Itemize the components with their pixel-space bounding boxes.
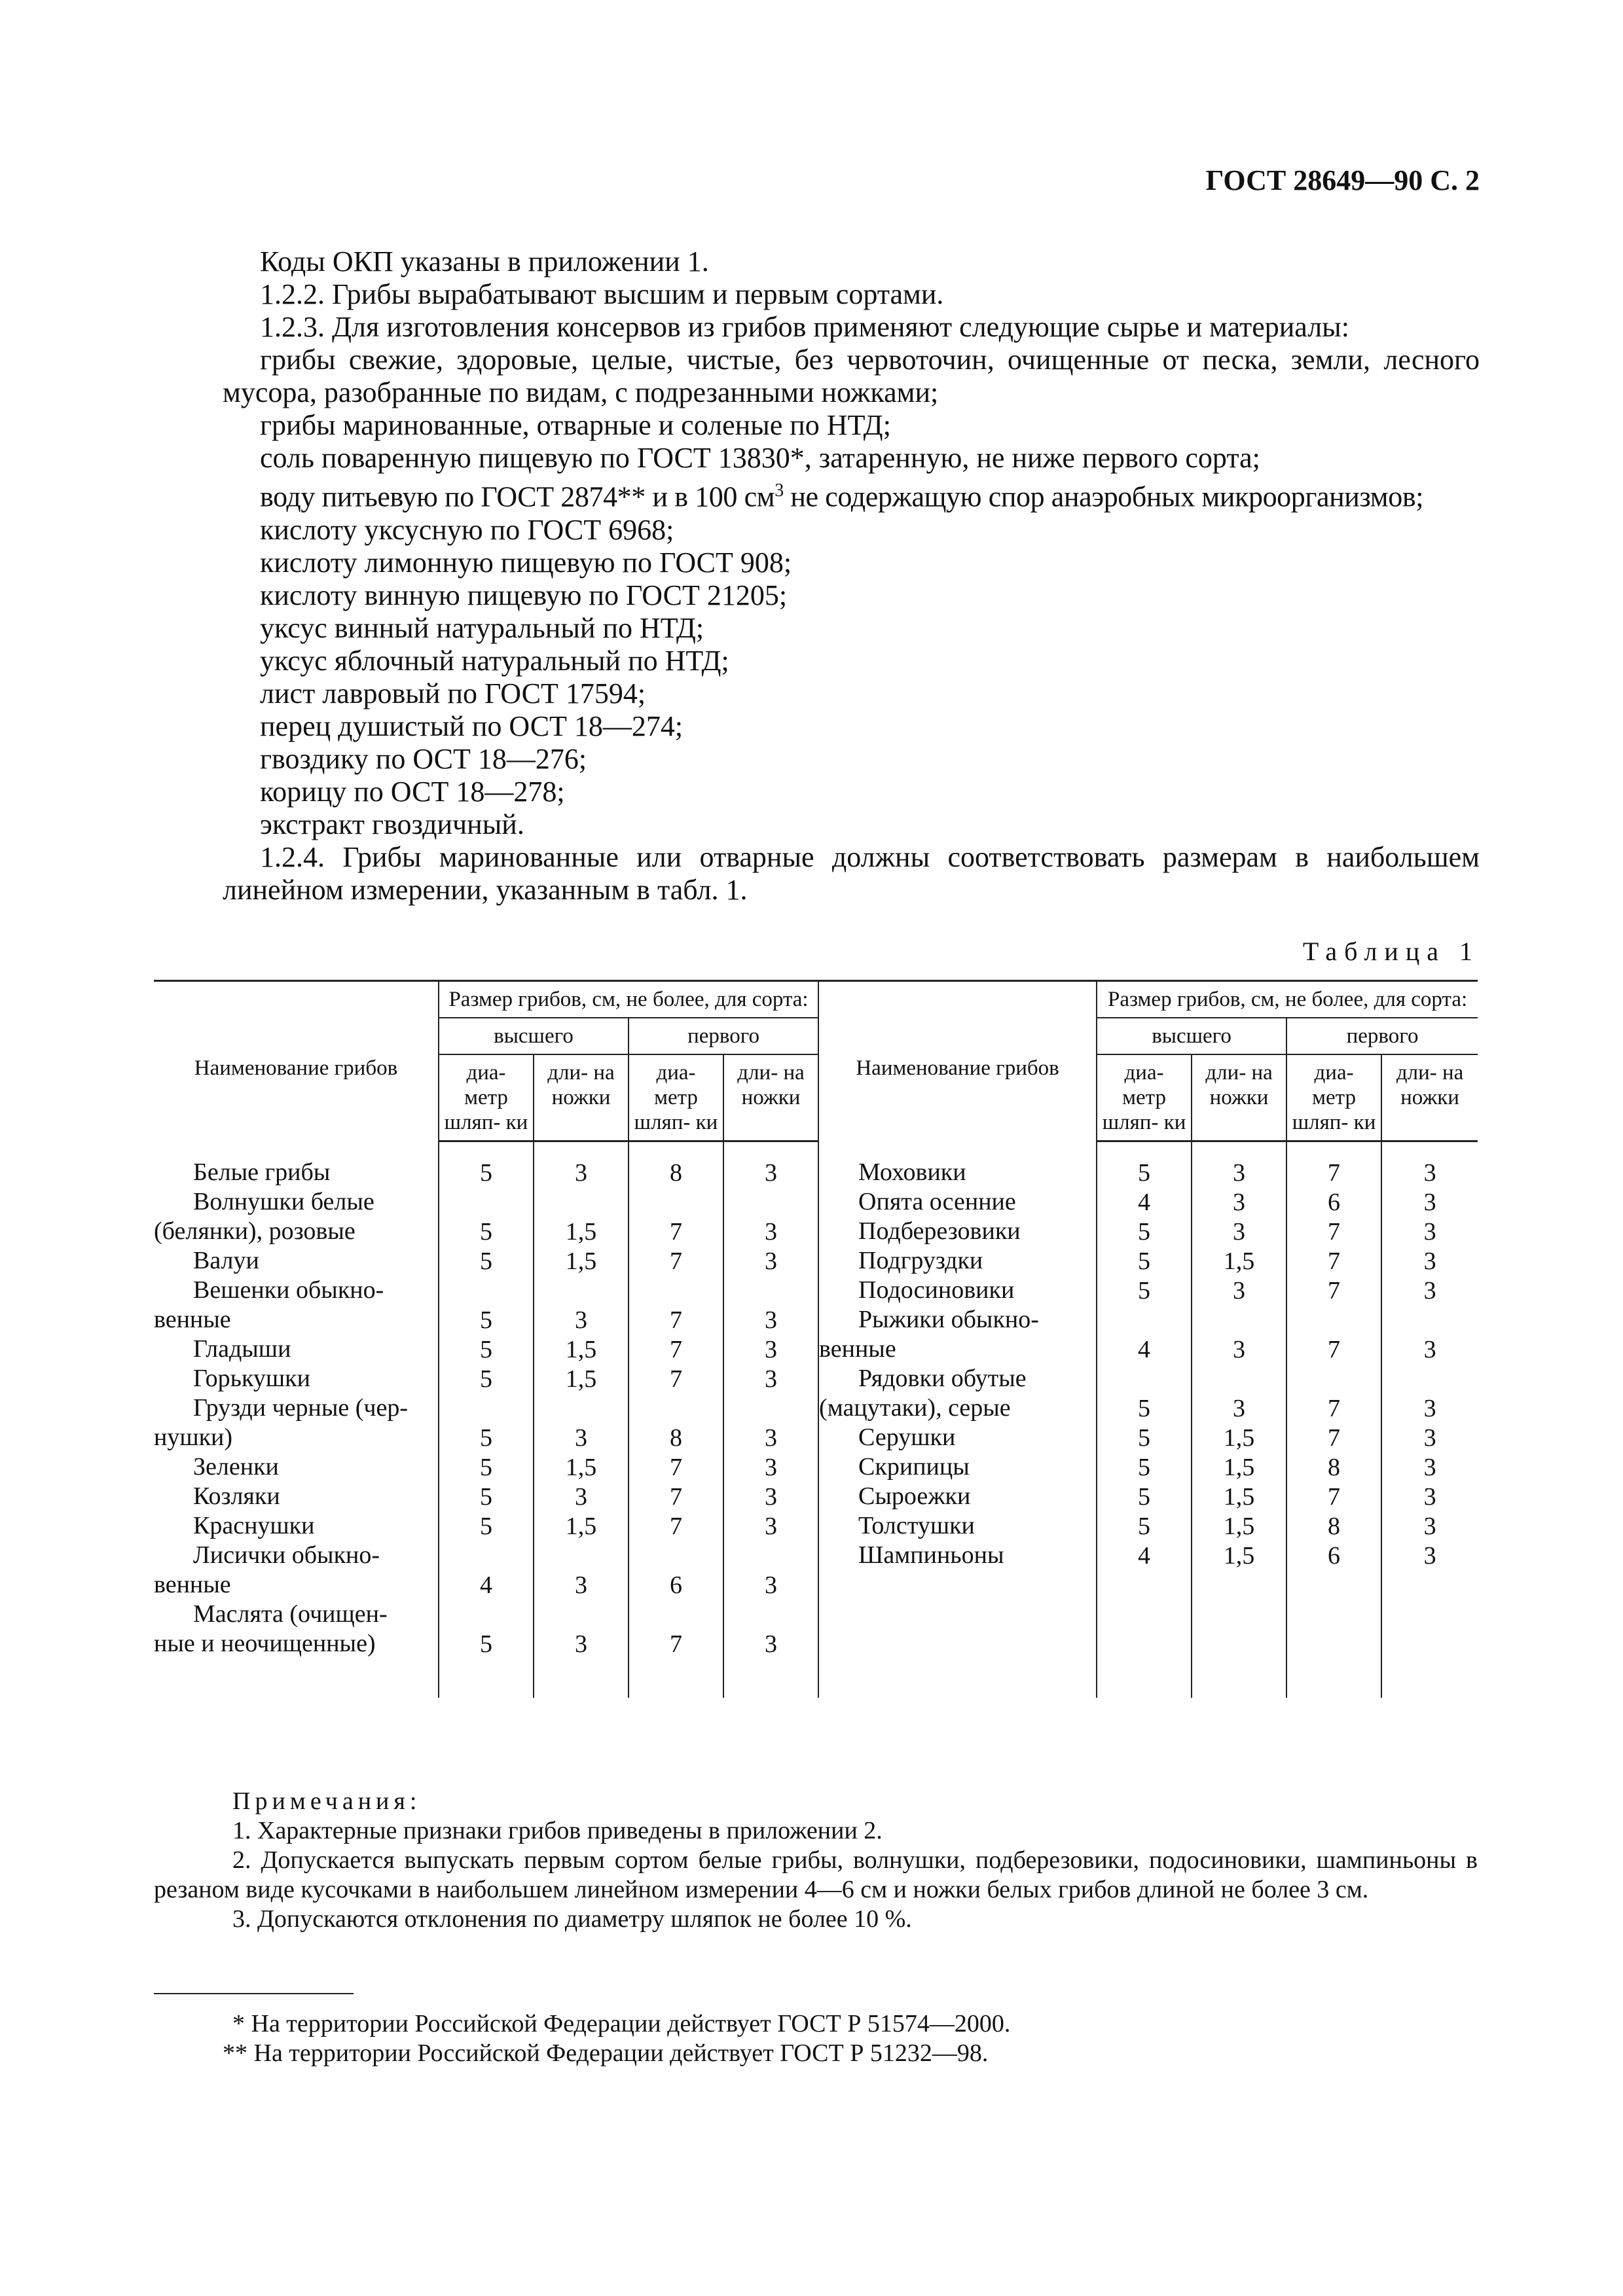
mushroom-name: Краснушки xyxy=(193,1511,315,1539)
size-value: 3 xyxy=(1423,1277,1436,1304)
size-value: 3 xyxy=(1233,1189,1246,1216)
size-value: 3 xyxy=(1423,1483,1436,1511)
size-value: 5 xyxy=(480,1218,492,1246)
footnote: * На территории Российской Федерации действует ГОСТ Р 51574—2000. xyxy=(232,2010,1011,2037)
size-value: 8 xyxy=(670,1424,682,1452)
mushroom-name: Подберезовики xyxy=(858,1217,1021,1245)
mushroom-name: Опята осенние xyxy=(858,1187,1016,1215)
size-value: 7 xyxy=(670,1218,682,1246)
size-value: 5 xyxy=(1138,1395,1151,1422)
header-name-left: Наименование грибов xyxy=(154,981,439,1141)
size-value: 3 xyxy=(1423,1189,1436,1216)
size-value: 3 xyxy=(1233,1277,1246,1304)
size-value: 5 xyxy=(1138,1218,1151,1246)
size-value: 5 xyxy=(1138,1513,1151,1540)
paragraph: уксус яблочный натуральный по НТД; xyxy=(260,644,729,677)
size-value: 1,5 xyxy=(565,1218,597,1246)
paragraph: соль поваренную пищевую по ГОСТ 13830*, затаренную, не ниже первого сорта; xyxy=(260,442,1260,474)
mushroom-name: Скрипицы xyxy=(858,1452,970,1480)
mushroom-size-table xyxy=(154,980,1478,1698)
right-col-highest-diameter xyxy=(1097,1141,1192,1698)
size-value: 3 xyxy=(765,1306,778,1334)
paragraph: лист лавровый по ГОСТ 17594; xyxy=(260,677,646,709)
size-value: 7 xyxy=(1328,1159,1341,1187)
size-value: 3 xyxy=(765,1454,778,1481)
size-value: 3 xyxy=(765,1365,778,1393)
size-value: 3 xyxy=(1423,1424,1436,1452)
mushroom-name: Зеленки xyxy=(193,1452,279,1480)
mushroom-name: Серушки xyxy=(858,1423,956,1451)
size-value: 7 xyxy=(1328,1247,1341,1275)
water-text: воду питьевую по ГОСТ 2874** и в 100 см xyxy=(260,480,775,513)
size-value: 5 xyxy=(1138,1277,1151,1304)
size-value: 3 xyxy=(1423,1218,1436,1246)
mushroom-name: Белые грибы xyxy=(193,1158,331,1186)
size-value: 1,5 xyxy=(1223,1247,1255,1275)
size-value: 7 xyxy=(1328,1277,1341,1304)
size-value: 3 xyxy=(575,1571,587,1599)
mushroom-name: Моховики xyxy=(858,1158,966,1186)
size-value: 5 xyxy=(1138,1483,1151,1511)
mushroom-name: венные xyxy=(154,1305,231,1333)
size-value: 7 xyxy=(670,1483,682,1511)
water-text-end: не содержащую спор анаэробных микроорганизмов; xyxy=(783,480,1424,513)
header-diameter: диа- метр шляп- ки xyxy=(1286,1054,1381,1141)
size-value: 3 xyxy=(575,1424,587,1452)
header-name-right: Наименование грибов xyxy=(818,981,1097,1141)
paragraph: уксус винный натуральный по НТД; xyxy=(260,611,704,644)
mushroom-name: Грузди черные (чер- xyxy=(193,1393,409,1422)
size-value: 5 xyxy=(480,1247,492,1275)
header-length: дли- на ножки xyxy=(1381,1054,1478,1141)
size-value: 8 xyxy=(670,1159,682,1187)
size-value: 1,5 xyxy=(1223,1424,1255,1452)
size-value: 1,5 xyxy=(565,1365,597,1393)
paragraph xyxy=(223,475,1480,514)
mushroom-name: венные xyxy=(819,1335,896,1363)
paragraph: 1.2.4. Грибы маринованные или отварные должны соответствовать размерам в наибольшем линейном измерении, указанным в табл. 1. xyxy=(223,840,1480,906)
size-value: 7 xyxy=(670,1365,682,1393)
size-value: 7 xyxy=(1328,1336,1341,1363)
size-value: 1,5 xyxy=(1223,1513,1255,1540)
mushroom-name: (белянки), розовые xyxy=(154,1217,356,1245)
header-length: дли- на ножки xyxy=(1192,1054,1286,1141)
size-value: 5 xyxy=(480,1513,492,1540)
note-item: 2. Допускается выпускать первым сортом белые грибы, волнушки, подберезовики, подосиновики, шампиньоны в резаном виде кусочками в наибольшем линейном измерении 4—6 см и ножки белых грибов длиной не более 3 см. xyxy=(154,1846,1478,1903)
size-value: 3 xyxy=(1423,1513,1436,1540)
size-value: 3 xyxy=(1423,1336,1436,1363)
paragraph: грибы маринованные, отварные и соленые по НТД; xyxy=(260,409,891,441)
header-length: дли- на ножки xyxy=(723,1054,818,1141)
mushroom-name: Рыжики обыкно- xyxy=(858,1305,1039,1333)
header-grade-highest: высшего xyxy=(439,1018,629,1054)
size-value: 5 xyxy=(480,1365,492,1393)
size-value: 3 xyxy=(575,1159,587,1187)
size-value: 3 xyxy=(1233,1336,1246,1363)
left-col-first-diameter xyxy=(629,1141,723,1698)
mushroom-name: Сыроежки xyxy=(858,1482,971,1510)
paragraph: кислоту уксусную по ГОСТ 6968; xyxy=(260,513,674,546)
header-grade-first: первого xyxy=(629,1018,818,1054)
size-value: 6 xyxy=(1328,1542,1341,1570)
size-value: 3 xyxy=(1423,1542,1436,1570)
size-value: 7 xyxy=(1328,1395,1341,1422)
header-diameter: диа- метр шляп- ки xyxy=(1097,1054,1192,1141)
size-value: 3 xyxy=(1423,1395,1436,1422)
paragraph: экстракт гвоздичный. xyxy=(260,808,524,840)
size-value: 8 xyxy=(1328,1454,1341,1481)
size-value: 5 xyxy=(480,1159,492,1187)
note-item: 1. Характерные признаки грибов приведены в приложении 2. xyxy=(232,1817,883,1844)
mushroom-name: Волнушки белые xyxy=(193,1187,374,1215)
right-col-first-length xyxy=(1381,1141,1478,1698)
paragraph: кислоту лимонную пищевую по ГОСТ 908; xyxy=(260,546,792,579)
size-value: 1,5 xyxy=(1223,1483,1255,1511)
page-header: ГОСТ 28649—90 С. 2 xyxy=(1205,164,1480,196)
note-item: 3. Допускаются отклонения по диаметру шляпок не более 10 %. xyxy=(232,1905,912,1933)
header-grade-first: первого xyxy=(1286,1018,1478,1054)
size-value: 4 xyxy=(1138,1336,1151,1363)
size-value: 3 xyxy=(1423,1159,1436,1187)
notes xyxy=(154,1787,1478,1934)
paragraph: корицу по ОСТ 18—278; xyxy=(260,775,565,808)
size-value: 3 xyxy=(765,1247,778,1275)
size-value: 3 xyxy=(765,1424,778,1452)
mushroom-name: Козляки xyxy=(193,1482,280,1510)
mushroom-name: (мацутаки), серые xyxy=(819,1393,1011,1422)
size-value: 7 xyxy=(1328,1218,1341,1246)
size-value: 1,5 xyxy=(565,1454,597,1481)
size-value: 5 xyxy=(1138,1247,1151,1275)
table-caption: Таблица 1 xyxy=(1302,937,1480,966)
size-value: 3 xyxy=(1423,1247,1436,1275)
header-size-right: Размер грибов, см, не более, для сорта: xyxy=(1097,981,1478,1018)
left-names-column xyxy=(154,1141,439,1698)
paragraph: 1.2.3. Для изготовления консервов из грибов применяют следующие сырье и материалы: xyxy=(260,311,1349,343)
header-size-left: Размер грибов, см, не более, для сорта: xyxy=(439,981,818,1018)
size-value: 1,5 xyxy=(565,1513,597,1540)
size-value: 3 xyxy=(765,1630,778,1658)
mushroom-name: Гладыши xyxy=(193,1335,291,1363)
size-value: 3 xyxy=(575,1306,587,1334)
size-value: 5 xyxy=(480,1630,492,1658)
paragraph: гвоздику по ОСТ 18—276; xyxy=(260,742,587,775)
paragraph: Коды ОКП указаны в приложении 1. xyxy=(260,245,709,278)
footnote: ** На территории Российской Федерации действует ГОСТ Р 51232—98. xyxy=(223,2039,989,2067)
mushroom-name: ные и неочищенные) xyxy=(154,1629,376,1657)
size-value: 5 xyxy=(480,1424,492,1452)
size-value: 3 xyxy=(1423,1454,1436,1481)
size-value: 7 xyxy=(670,1630,682,1658)
size-value: 7 xyxy=(670,1336,682,1363)
mushroom-name: Подосиновики xyxy=(858,1276,1015,1304)
mushroom-name: венные xyxy=(154,1570,231,1598)
right-col-first-diameter xyxy=(1286,1141,1381,1698)
header-length: дли- на ножки xyxy=(534,1054,629,1141)
size-value: 3 xyxy=(765,1336,778,1363)
right-col-highest-length xyxy=(1192,1141,1286,1698)
size-value: 5 xyxy=(480,1306,492,1334)
size-value: 1,5 xyxy=(565,1336,597,1363)
size-value: 8 xyxy=(1328,1513,1341,1540)
mushroom-name: Горькушки xyxy=(193,1364,310,1392)
size-value: 5 xyxy=(480,1483,492,1511)
size-value: 4 xyxy=(1138,1542,1151,1570)
size-value: 7 xyxy=(1328,1483,1341,1511)
size-value: 4 xyxy=(480,1571,492,1599)
header-diameter: диа- метр шляп- ки xyxy=(629,1054,723,1141)
size-value: 1,5 xyxy=(1223,1542,1255,1570)
mushroom-name: Толстушки xyxy=(858,1511,975,1539)
size-value: 1,5 xyxy=(565,1247,597,1275)
mushroom-name: Валуи xyxy=(193,1246,259,1274)
mushroom-name: Маслята (очищен- xyxy=(193,1600,388,1628)
size-value: 1,5 xyxy=(1223,1454,1255,1481)
header-grade-highest: высшего xyxy=(1097,1018,1286,1054)
size-value: 3 xyxy=(765,1513,778,1540)
left-col-highest-diameter xyxy=(439,1141,534,1698)
left-col-first-length xyxy=(723,1141,818,1698)
size-value: 3 xyxy=(1233,1395,1246,1422)
body-text xyxy=(223,245,1480,906)
size-value: 3 xyxy=(575,1483,587,1511)
size-value: 7 xyxy=(1328,1424,1341,1452)
paragraph: кислоту винную пищевую по ГОСТ 21205; xyxy=(260,579,788,611)
size-value: 3 xyxy=(1233,1159,1246,1187)
size-value: 7 xyxy=(670,1247,682,1275)
right-names-column xyxy=(818,1141,1097,1698)
size-value: 5 xyxy=(1138,1159,1151,1187)
paragraph: 1.2.2. Грибы вырабатывают высшим и первым сортами. xyxy=(260,278,944,310)
size-value: 3 xyxy=(765,1483,778,1511)
mushroom-name: Шампиньоны xyxy=(858,1541,1004,1569)
size-value: 4 xyxy=(1138,1189,1151,1216)
size-value: 7 xyxy=(670,1306,682,1334)
paragraph: перец душистый по ОСТ 18—274; xyxy=(260,709,684,742)
size-value: 3 xyxy=(765,1159,778,1187)
footnote-rule xyxy=(154,1993,354,1994)
superscript: 3 xyxy=(775,480,784,501)
size-value: 3 xyxy=(1233,1218,1246,1246)
mushroom-name: нушки) xyxy=(154,1423,233,1451)
size-value: 7 xyxy=(670,1513,682,1540)
size-value: 3 xyxy=(765,1571,778,1599)
footnotes xyxy=(154,2009,1478,2068)
size-value: 5 xyxy=(1138,1424,1151,1452)
mushroom-name: Подгруздки xyxy=(858,1246,983,1274)
mushroom-name: Вешенки обыкно- xyxy=(193,1276,384,1304)
size-value: 5 xyxy=(480,1454,492,1481)
header-diameter: диа- метр шляп- ки xyxy=(439,1054,534,1141)
size-value: 6 xyxy=(1328,1189,1341,1216)
left-col-highest-length xyxy=(534,1141,629,1698)
size-value: 3 xyxy=(575,1630,587,1658)
mushroom-name: Лисички обыкно- xyxy=(193,1541,380,1569)
size-value: 6 xyxy=(670,1571,682,1599)
paragraph: грибы свежие, здоровые, целые, чистые, без червоточин, очищенные от песка, земли, лесного мусора, разобранные по видам, с подрезанными ножками; xyxy=(223,344,1480,408)
mushroom-name: Рядовки обутые xyxy=(858,1364,1027,1392)
size-value: 5 xyxy=(480,1336,492,1363)
size-value: 7 xyxy=(670,1454,682,1481)
size-value: 5 xyxy=(1138,1454,1151,1481)
size-value: 3 xyxy=(765,1218,778,1246)
notes-title: Примечания: xyxy=(232,1787,422,1815)
